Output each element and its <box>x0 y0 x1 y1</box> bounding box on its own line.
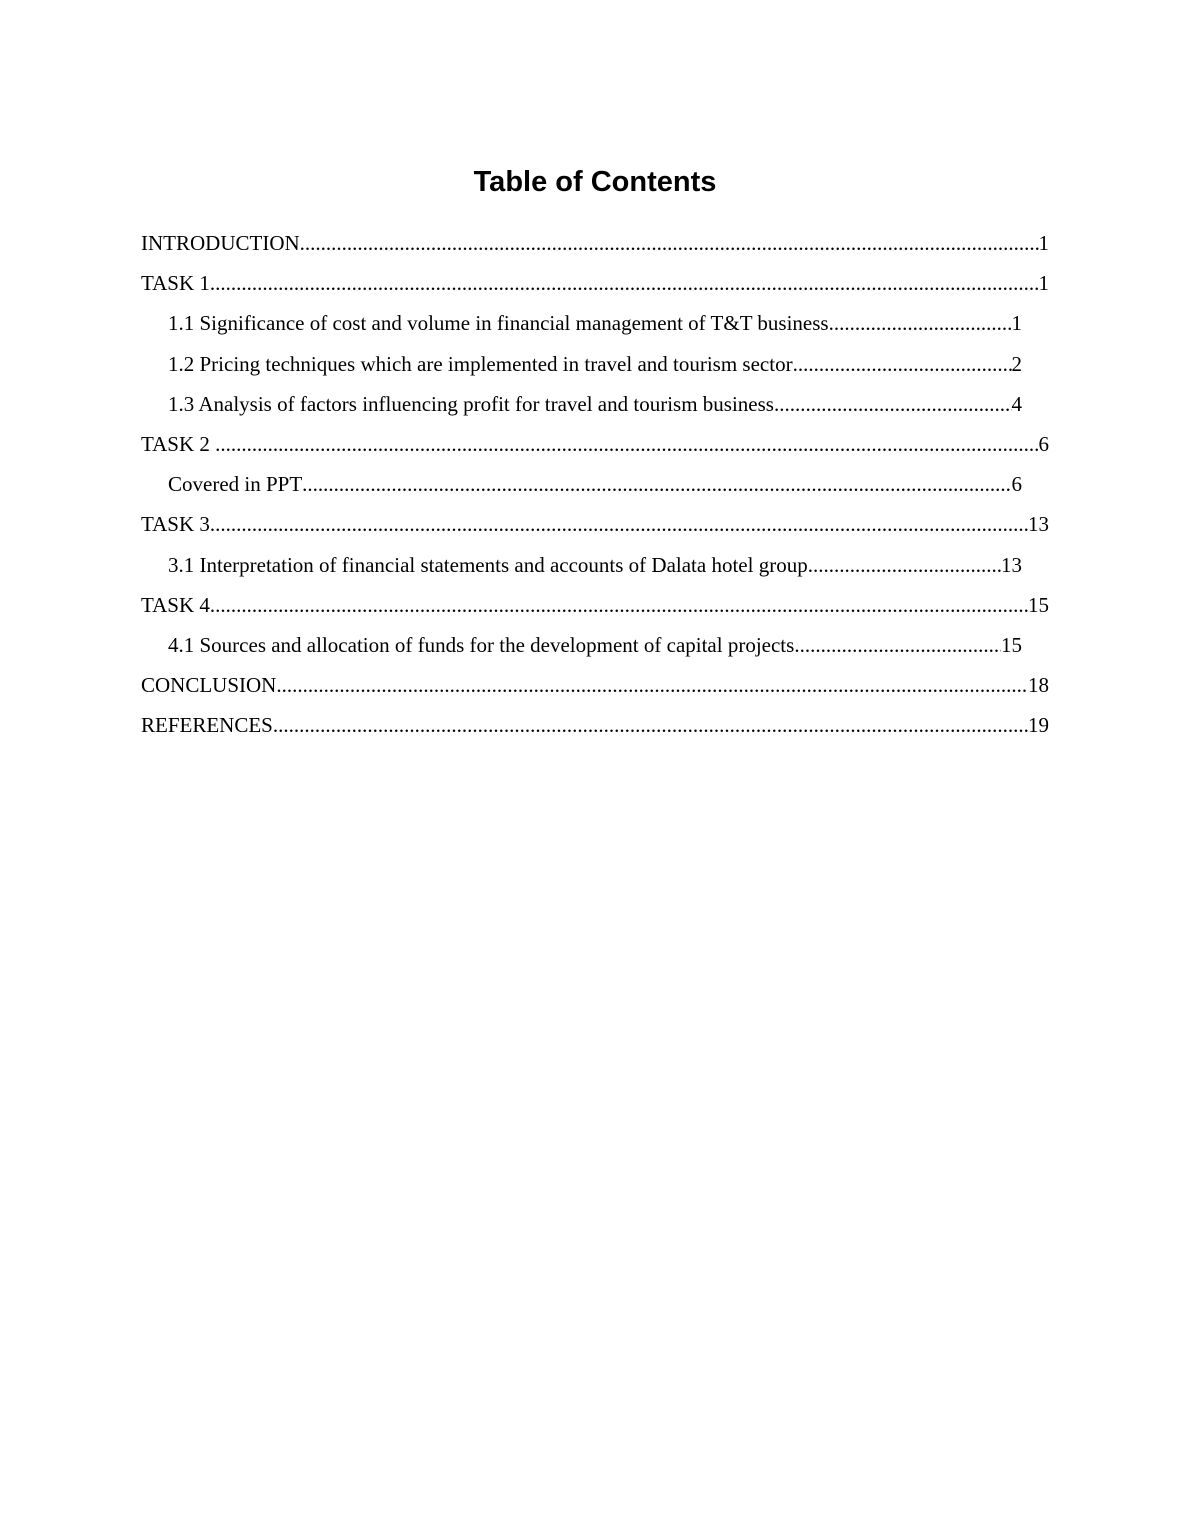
toc-entry-text: TASK 2 <box>141 431 216 456</box>
toc-entry[interactable] <box>141 585 1049 625</box>
toc-entry-page: 6 <box>1038 431 1049 456</box>
toc-subentry[interactable] <box>168 303 1022 343</box>
toc-dot-leader <box>210 504 1028 544</box>
toc-entry-text: 3.1 Interpretation of financial statements and accounts of Dalata hotel group <box>168 552 808 577</box>
toc-entry[interactable] <box>141 263 1049 303</box>
toc-entry-page: 1 <box>1038 231 1049 255</box>
toc-entry[interactable] <box>141 504 1049 544</box>
toc-entry-text: CONCLUSION <box>141 673 277 698</box>
toc-entry[interactable] <box>141 223 1049 263</box>
toc-entry-page: 15 <box>1028 592 1049 617</box>
toc-dot-leader <box>302 464 1011 504</box>
toc-subentry[interactable] <box>168 625 1022 665</box>
toc-entry-page: 15 <box>1001 632 1022 657</box>
toc-entry-page: 4 <box>1011 391 1022 416</box>
toc-dot-leader <box>829 303 1012 343</box>
toc-entry-text: 1.2 Pricing techniques which are implemented in travel and tourism sector <box>168 351 793 376</box>
toc-entry-text: 1.3 Analysis of factors influencing profit for travel and tourism business <box>168 391 774 416</box>
toc-entry-text: REFERENCES <box>141 713 273 738</box>
toc-entry-page: 1 <box>1038 271 1049 296</box>
toc-dot-leader <box>808 545 1001 585</box>
toc-entry[interactable] <box>141 424 1049 464</box>
toc-dot-leader <box>793 344 1012 384</box>
toc-entry-text: INTRODUCTION <box>141 231 300 255</box>
toc-subentry[interactable] <box>168 344 1022 384</box>
toc-subentry[interactable] <box>168 545 1022 585</box>
toc-title: Table of Contents <box>473 166 717 198</box>
toc-entry-page: 2 <box>1011 351 1022 376</box>
toc-subentry[interactable] <box>168 464 1022 504</box>
toc-entry-page: 18 <box>1028 673 1049 698</box>
toc-dot-leader <box>774 384 1012 424</box>
toc-list <box>0 223 1190 745</box>
toc-dot-leader <box>276 665 1028 705</box>
toc-entry-text: 1.1 Significance of cost and volume in financial management of T&T business <box>168 311 829 336</box>
toc-dot-leader <box>273 705 1028 745</box>
toc-entry-page: 6 <box>1011 472 1022 497</box>
toc-entry-text: TASK 1 <box>141 271 210 296</box>
toc-entry[interactable] <box>141 665 1049 705</box>
toc-entry-page: 13 <box>1001 552 1022 577</box>
toc-dot-leader <box>300 223 1039 263</box>
toc-dot-leader <box>794 625 1001 665</box>
toc-dot-leader <box>215 424 1038 464</box>
toc-entry-page: 13 <box>1028 512 1049 537</box>
toc-entry-text: Covered in PPT <box>168 472 303 497</box>
toc-subentry[interactable] <box>168 384 1022 424</box>
toc-entry-text: TASK 4 <box>141 592 210 617</box>
toc-entry-text: TASK 3 <box>141 512 210 537</box>
toc-entry[interactable] <box>141 705 1049 745</box>
toc-entry-page: 19 <box>1028 713 1049 738</box>
toc-entry-page: 1 <box>1011 311 1022 336</box>
toc-dot-leader <box>210 263 1039 303</box>
toc-dot-leader <box>210 585 1028 625</box>
toc-entry-text: 4.1 Sources and allocation of funds for the development of capital projects <box>168 632 795 657</box>
